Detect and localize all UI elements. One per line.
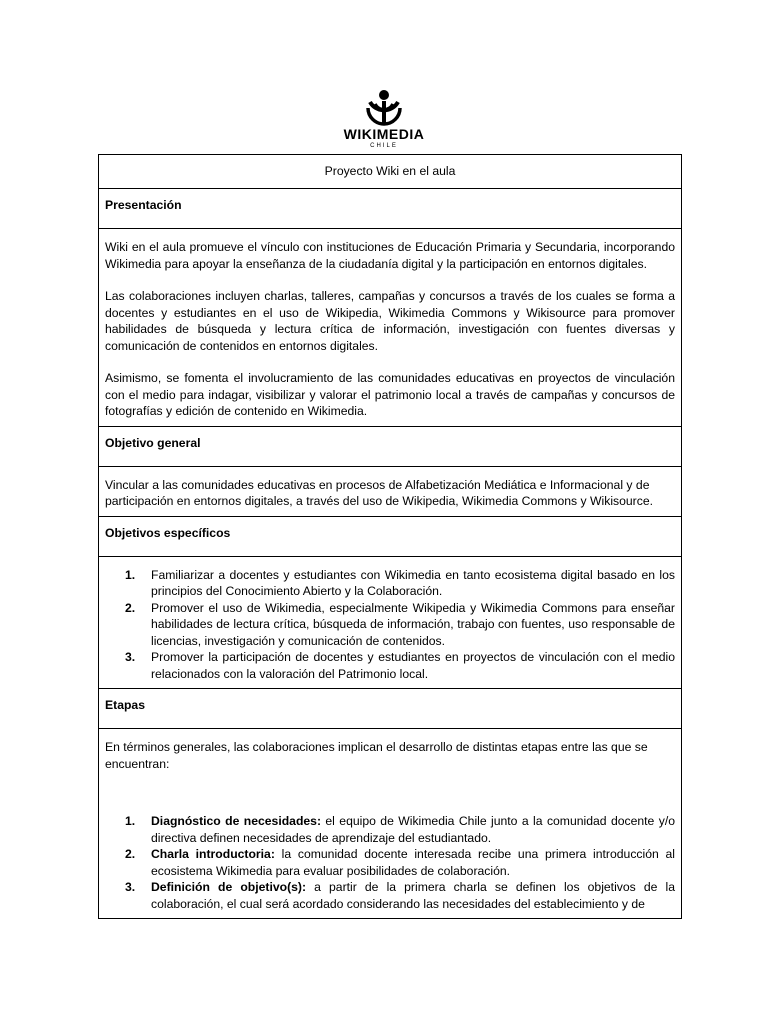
list-item [125, 567, 675, 600]
etapas-body [99, 729, 681, 918]
wikimedia-chile-logo [0, 88, 768, 148]
paragraph: Vincular a las comunidades educativas en procesos de Alfabetización Mediática e Informacional y de participación en entornos digitales, a través del uso de Wikipedia, Wikimedia Commons y Wikisource. [105, 477, 653, 508]
objetivos-especificos-body [99, 557, 681, 690]
list-label: Definición de objetivo(s): [151, 880, 307, 894]
section-heading-etapas: Etapas [99, 689, 681, 729]
list-label: Diagnóstico de necesidades: [151, 814, 321, 828]
paragraph: Wiki en el aula promueve el vínculo con instituciones de Educación Primaria y Secundaria, incorporando Wikimedia para apoyar la enseñanza de la ciudadanía digital y la participación en entornos digitales. [105, 240, 675, 271]
list-text: Familiarizar a docentes y estudiantes con Wikimedia en tanto ecosistema digital basado en los principios del Conocimiento Abierto y la Colaboración. [151, 567, 675, 598]
logo-subtitle: CHILE [370, 143, 398, 149]
paragraph: En términos generales, las colaboraciones implican el desarrollo de distintas etapas entre las que se encuentran: [105, 740, 648, 771]
project-table [98, 154, 682, 919]
list-text: el equipo de Wikimedia Chile junto a la comunidad docente y/o directiva definen necesidades de aprendizaje del estudiantado. [151, 814, 675, 845]
list-number: 3. [125, 650, 136, 664]
paragraph: Asimismo, se fomenta el involucramiento de las comunidades educativas en proyectos de vinculación con el medio para indagar, visibilizar y valorar el patrimonio local a través de campañas y concursos de fotografías y edición de contenido en Wikimedia. [105, 371, 675, 418]
logo-wordmark: WIKIMEDIA [343, 126, 425, 142]
list-item [125, 813, 675, 846]
list-number: 1. [125, 567, 136, 582]
list-number: 2. [125, 847, 136, 861]
list-text: Promover la participación de docentes y estudiantes en proyectos de vinculación con el medio relacionados con la valoración del Patrimonio local. [151, 650, 675, 681]
project-title: Proyecto Wiki en el aula [99, 155, 681, 189]
wikimedia-logo-icon [364, 88, 404, 128]
etapas-list [105, 813, 675, 912]
list-item [125, 600, 675, 650]
list-item [125, 846, 675, 879]
list-number: 1. [125, 814, 136, 828]
section-heading-presentacion: Presentación [99, 189, 681, 229]
list-text: Promover el uso de Wikimedia, especialmente Wikipedia y Wikimedia Commons para enseñar habilidades de lectura crítica, búsqueda de información, trabajo con fuentes, uso responsable de licencias, investigación y comunicación de contenidos. [151, 600, 675, 648]
list-text: a partir de la primera charla se definen los objetivos de la colaboración, el cual será acordado considerando las necesidades del establecimiento y de [151, 880, 676, 911]
section-heading-objetivos-especificos: Objetivos específicos [99, 517, 681, 557]
paragraph: Las colaboraciones incluyen charlas, talleres, campañas y concursos a través de los cuales se forma a docentes y estudiantes en el uso de Wikipedia, Wikimedia Commons y Wikisource para promover habilidades de búsqueda y lectura crítica de información, investigación con fuentes diversas y comunicación de contenidos en entornos digitales. [105, 289, 675, 353]
list-number: 2. [125, 600, 136, 615]
objetivo-general-body [99, 467, 681, 517]
presentacion-body [99, 229, 681, 427]
section-heading-objetivo-general: Objetivo general [99, 427, 681, 467]
list-text: la comunidad docente interesada recibe una primera introducción al ecosistema Wikimedia para evaluar posibilidades de colaboración. [151, 847, 675, 878]
list-item [125, 879, 675, 912]
list-label: Charla introductoria: [151, 847, 275, 861]
list-item [125, 649, 675, 682]
list-number: 3. [125, 880, 136, 894]
objetivos-list [105, 567, 675, 683]
